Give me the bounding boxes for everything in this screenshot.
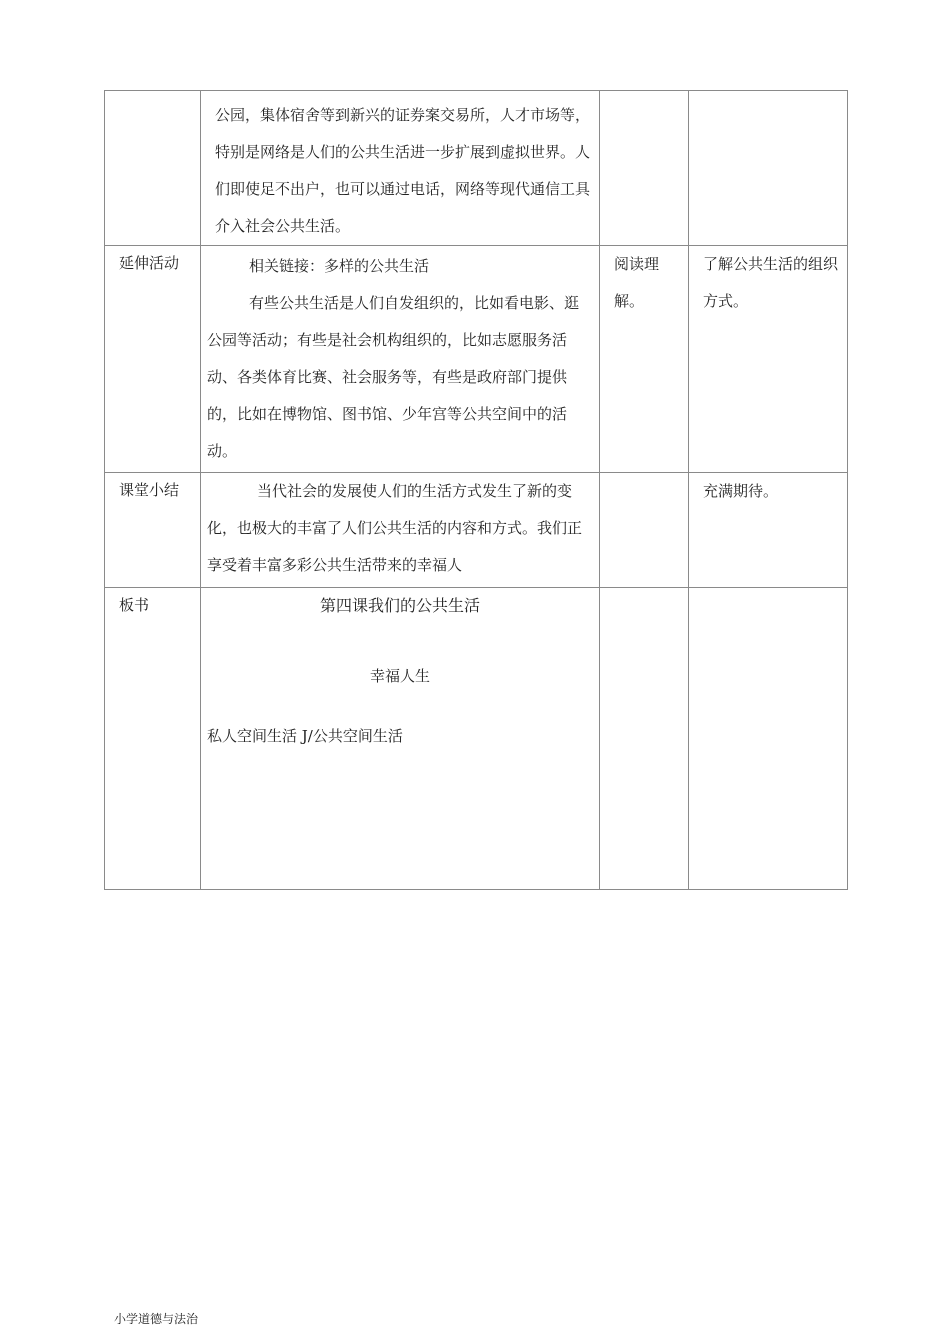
row-label: 板书 xyxy=(105,588,201,890)
table-row xyxy=(105,588,848,890)
board-line: 私人空间生活 J/公共空间生活 xyxy=(207,727,403,745)
row-label xyxy=(105,91,201,246)
content-text: 公园，集体宿舍等到新兴的证券案交易所，人才市场等，特别是网络是人们的公共生活进一步扩展到虚拟世界。人们即使足不出户，也可以通过电话，网络等现代通信工具介入社会公共生活。 xyxy=(215,106,591,235)
content-cell xyxy=(201,246,600,473)
design-intent-cell: 了解公共生活的组织方式。 xyxy=(689,246,848,473)
table-row xyxy=(105,246,848,473)
design-intent-cell: 充满期待。 xyxy=(689,473,848,588)
lesson-plan-table xyxy=(104,90,848,890)
student-activity-cell: 阅读理解。 xyxy=(600,246,689,473)
student-activity-cell xyxy=(600,473,689,588)
blackboard-cell xyxy=(201,588,600,890)
row-label: 课堂小结 xyxy=(105,473,201,588)
content-cell xyxy=(201,473,600,588)
table-row xyxy=(105,473,848,588)
content-text: 有些公共生活是人们自发组织的，比如看电影、逛公园等活动；有些是社会机构组织的，比如志愿服务活动、各类体育比赛、社会服务等，有些是政府部门提供的，比如在博物馆、图书馆、少年宫等公共空间中的活动。 xyxy=(207,294,580,460)
design-intent-cell xyxy=(689,588,848,890)
row-label: 延伸活动 xyxy=(105,246,201,473)
page-footer: 小学道德与法治 xyxy=(114,1312,199,1326)
content-cell xyxy=(201,91,600,246)
student-activity-cell xyxy=(600,91,689,246)
board-subtitle: 幸福人生 xyxy=(369,667,430,685)
design-intent-cell xyxy=(689,91,848,246)
content-text: 当代社会的发展使人们的生活方式发生了新的变化，也极大的丰富了人们公共生活的内容和方式。我们正享受着丰富多彩公共生活带来的幸福人 xyxy=(207,482,583,574)
student-activity-cell xyxy=(600,588,689,890)
related-link-title: 相关链接：多样的公共生活 xyxy=(249,257,430,275)
table-row xyxy=(105,91,848,246)
board-title: 第四课我们的公共生活 xyxy=(319,596,480,615)
